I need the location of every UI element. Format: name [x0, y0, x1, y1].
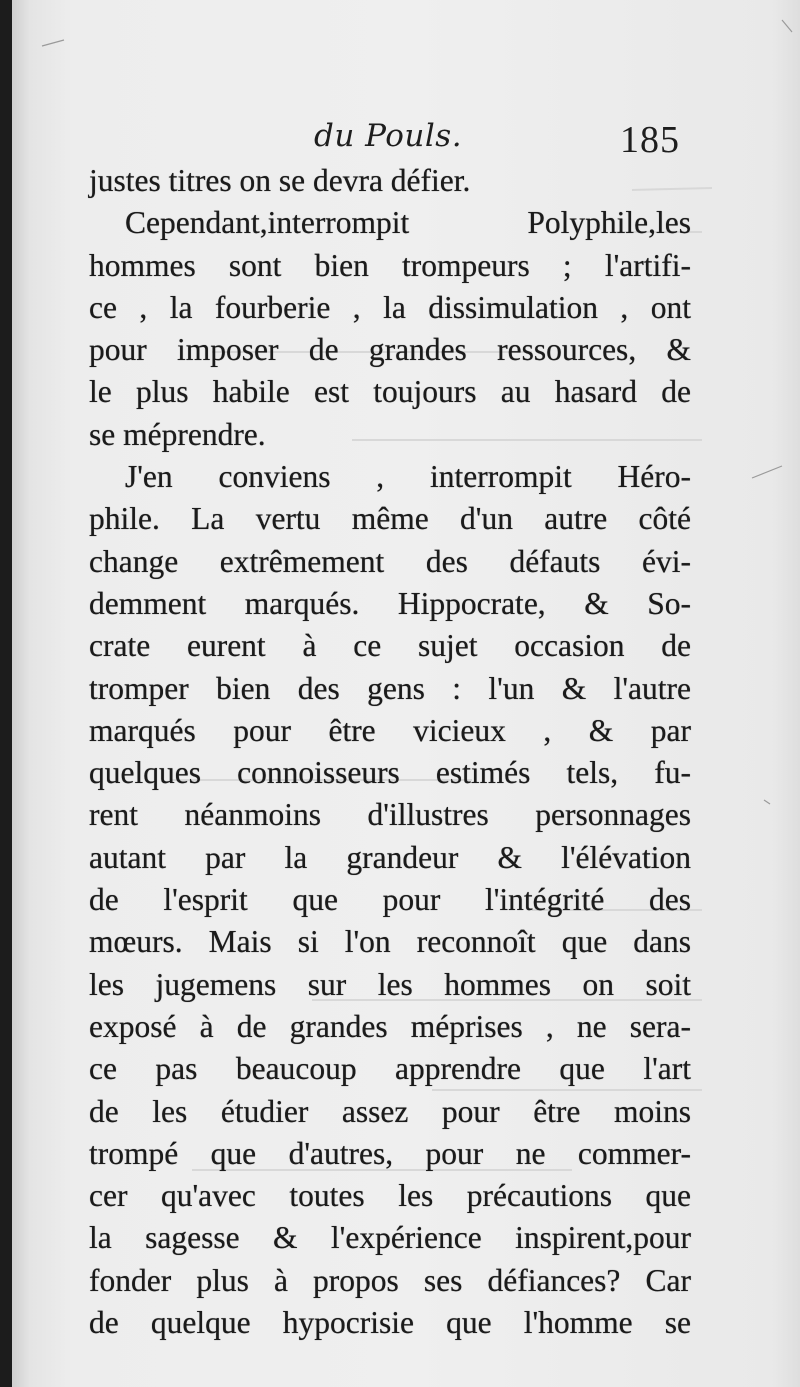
text-line: mœurs. Mais si l'on reconnoît que dans — [89, 924, 691, 960]
text-line: de quelque hypocrisie que l'homme se — [89, 1305, 691, 1341]
text-line: tromper bien des gens : l'un & l'autre — [89, 670, 691, 706]
text-line: justes titres on se devra défier. — [89, 163, 471, 198]
text-line: de les étudier assez pour être moins — [89, 1093, 691, 1129]
text-line: phile. La vertu même d'un autre côté — [89, 501, 691, 537]
text-line: rent néanmoins d'illustres personnages — [89, 797, 691, 833]
body-text — [89, 160, 691, 1344]
text-line: quelques connoisseurs estimés tels, fu- — [89, 755, 691, 791]
text-line: ce , la fourberie , la dissimulation , ont — [89, 289, 691, 325]
book-page — [12, 0, 800, 1387]
text-line: trompé que d'autres, pour ne commer- — [89, 1135, 691, 1171]
text-line: pour imposer de grandes ressources, & — [89, 332, 691, 368]
text-line: crate eurent à ce sujet occasion de — [89, 628, 691, 664]
page-number: 185 — [620, 119, 680, 161]
text-line: Cependant,interrompit Polyphile,les — [125, 205, 691, 241]
text-line: autant par la grandeur & l'élévation — [89, 839, 691, 875]
text-line: ce pas beaucoup apprendre que l'art — [89, 1051, 691, 1087]
text-line: J'en conviens , interrompit Héro- — [125, 459, 691, 495]
text-line: demment marqués. Hippocrate, & So- — [89, 585, 691, 621]
text-line: marqués pour être vicieux , & par — [89, 712, 691, 748]
text-line: le plus habile est toujours au hasard de — [89, 374, 691, 410]
text-line: la sagesse & l'expérience inspirent,pour — [89, 1220, 691, 1256]
text-line: fonder plus à propos ses défiances? Car — [89, 1262, 691, 1298]
running-title: du Pouls. — [314, 118, 463, 154]
text-line: se méprendre. — [89, 416, 266, 452]
text-line: hommes sont bien trompeurs ; l'artifi- — [89, 247, 691, 283]
text-line: exposé à de grandes méprises , ne sera- — [89, 1008, 691, 1044]
text-line: de l'esprit que pour l'intégrité des — [89, 882, 691, 918]
text-line: change extrêmement des défauts évi- — [89, 543, 691, 579]
text-line: les jugemens sur les hommes on soit — [89, 966, 691, 1002]
text-line: cer qu'avec toutes les précautions que — [89, 1178, 691, 1214]
